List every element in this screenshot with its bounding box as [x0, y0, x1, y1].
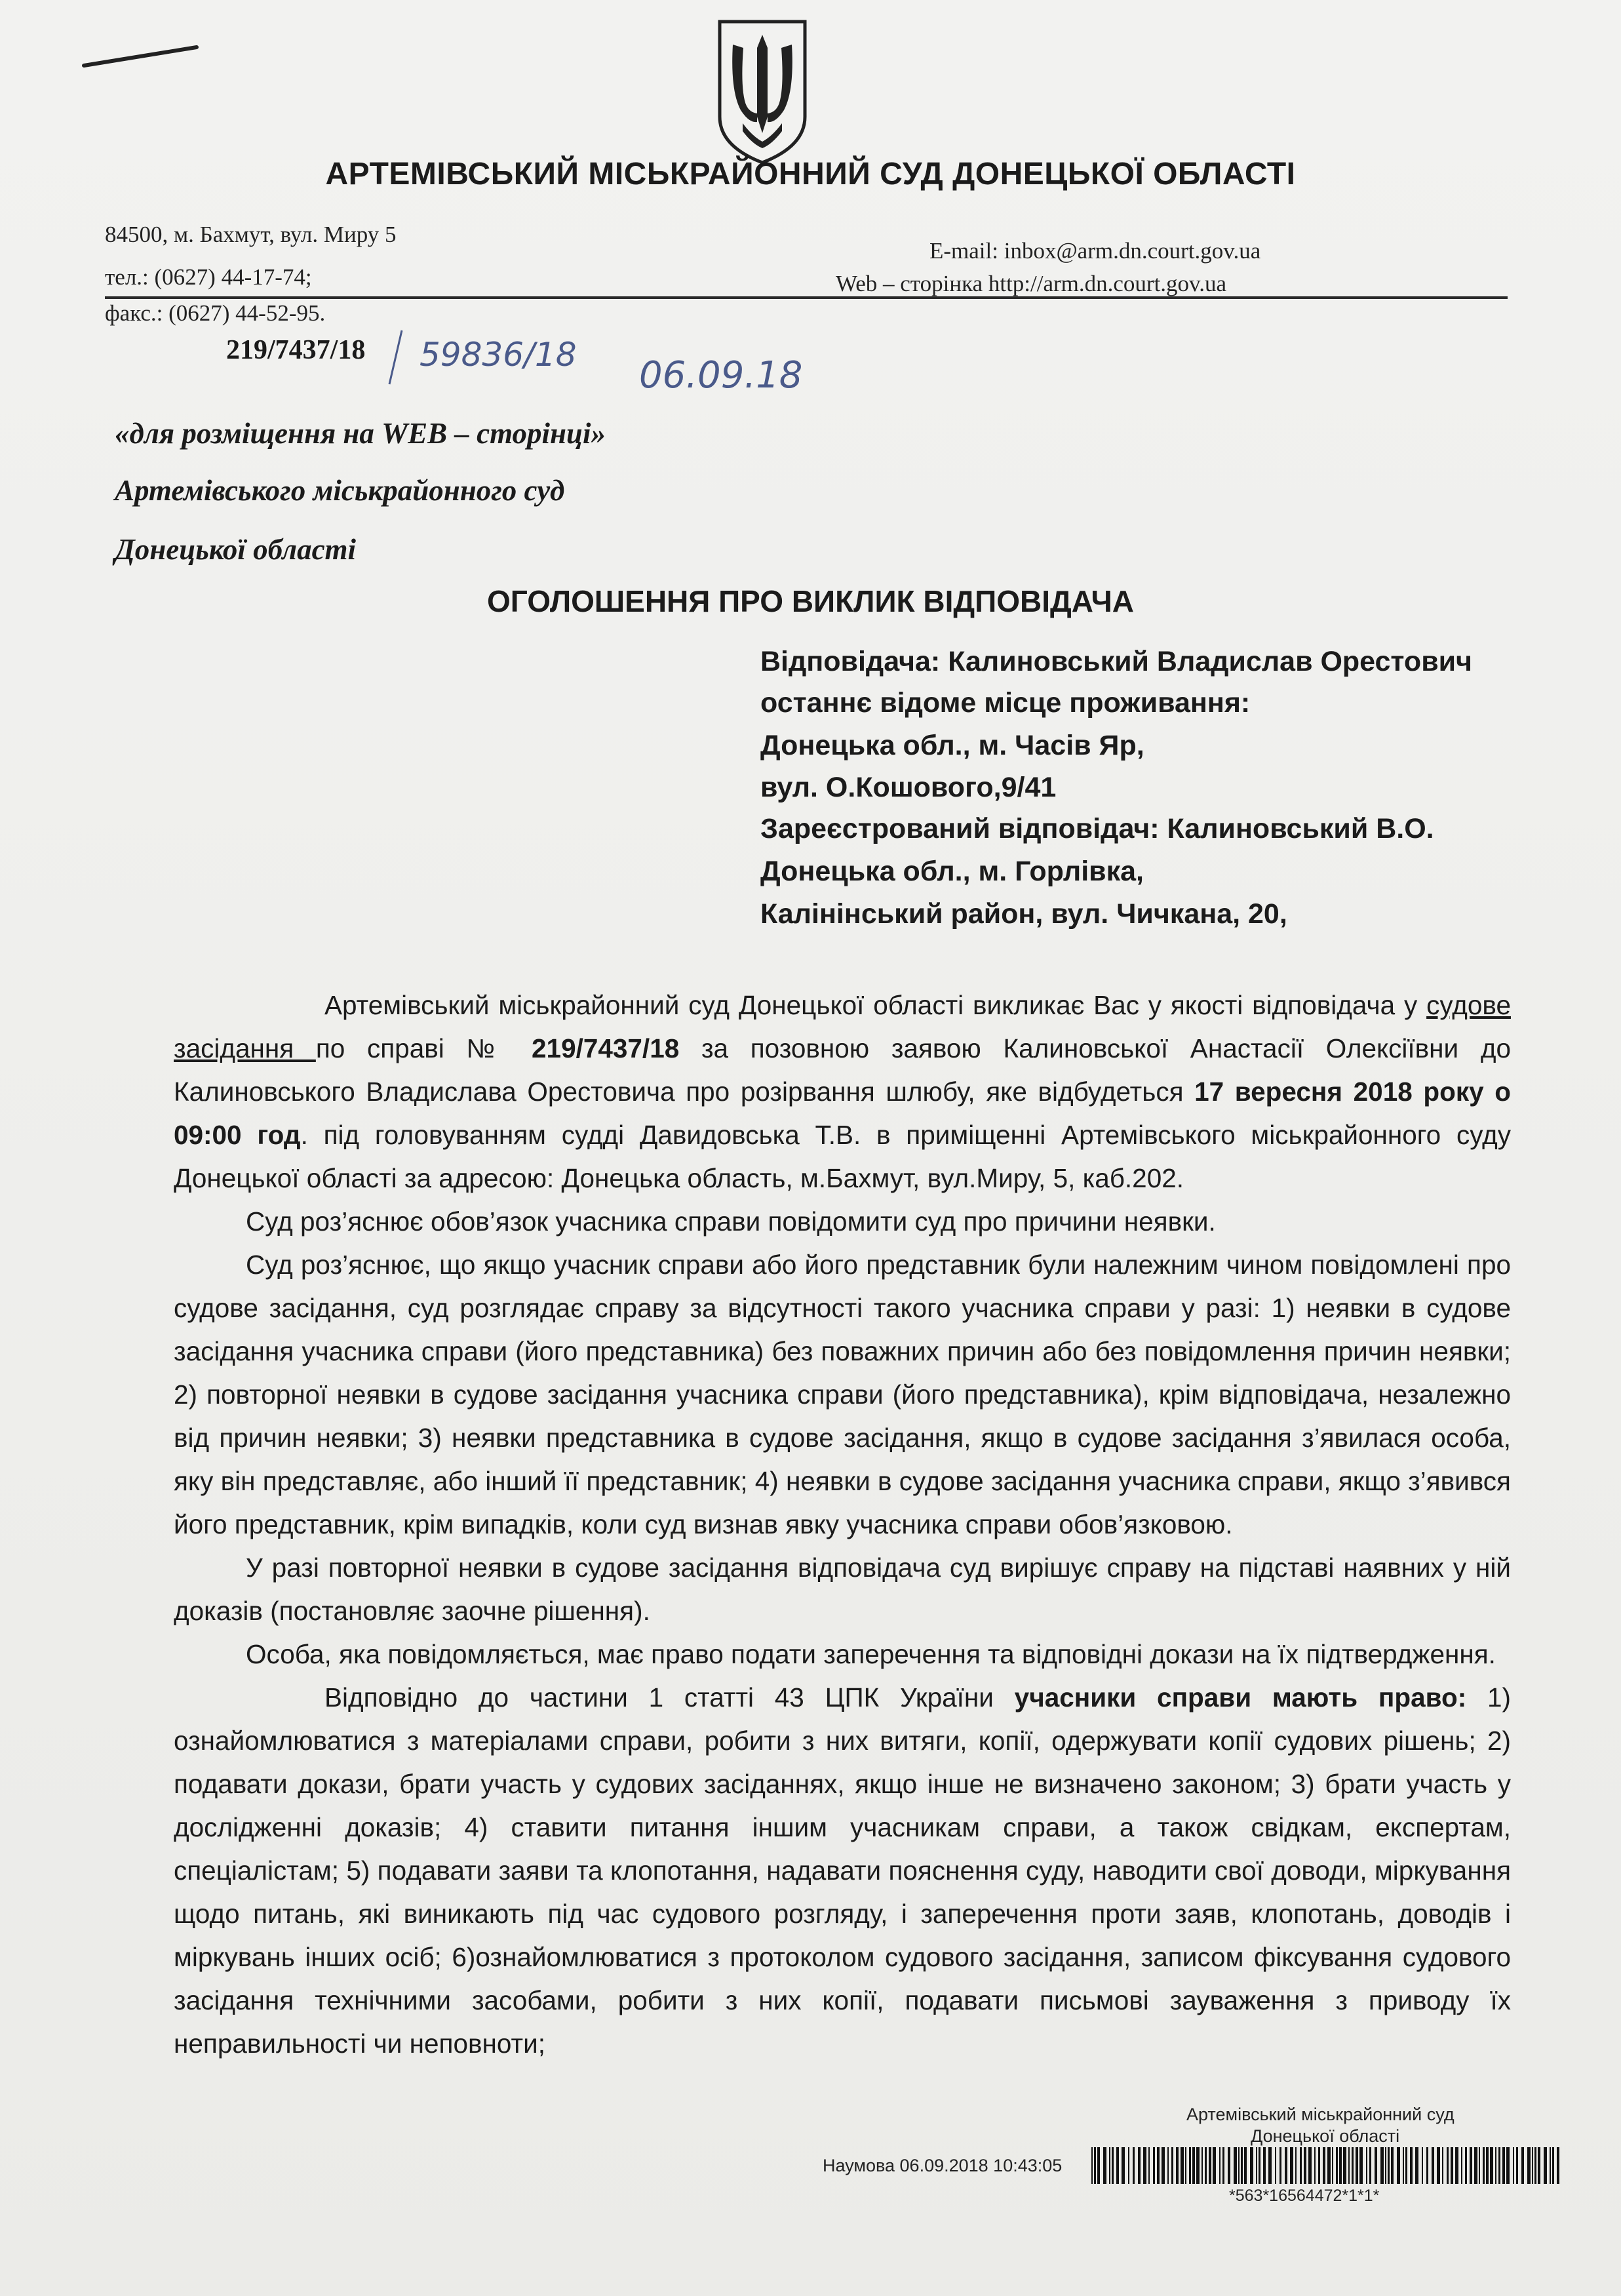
paragraph-summons: Артемівський міськрайонний суд Донецької області викликає Вас у якості відповідача у судове засідання по справі № 219/7437/18 за позовною заявою Калиновської Анастасії Олексіївни до Калиновського Владислава Орестовича про розірвання шлюбу, яке відбудеться 17 вересня 2018 року о 09:00 год. під головуванням судді Давидовська Т.В. в приміщенні Артемівського міськрайонного суду Донецької області за адресою: Донецька область, м.Бахмут, вул.Миру, 5, каб.202.: [174, 990, 1511, 1193]
stamp-clerk-datetime: Наумова 06.09.2018 10:43:05: [823, 2156, 1063, 2175]
hearing-datetime: 17 вересня 2018 року о 09:00 год: [174, 1077, 1511, 1150]
handwritten-number: 59836/18: [420, 336, 577, 374]
court-website: Web – сторінка http://arm.dn.court.gov.ua: [836, 271, 1227, 296]
barcode: [1091, 2147, 1563, 2184]
header-divider: [105, 296, 1508, 299]
web-note-line3: Донецької області: [115, 533, 357, 566]
registered-street: Калінінський район, вул. Чичкана, 20,: [760, 898, 1287, 930]
web-note-line2: Артемівського міськрайонного суд: [115, 474, 565, 507]
respondent-city: Донецька обл., м. Часів Яр,: [760, 730, 1144, 761]
coat-of-arms-icon: [713, 18, 811, 166]
pen-mark: [79, 39, 210, 79]
court-hearing-underlined: судове засідання: [174, 990, 1511, 1063]
paragraph-objection-right: Особа, яка повідомляється, має право подати заперечення та відповідні докази на їх підтвердження.: [246, 1639, 1496, 1669]
court-name: АРТЕМІВСЬКИЙ МІСЬКРАЙОННИЙ СУД ДОНЕЦЬКОЇ ОБЛАСТІ: [325, 157, 1296, 191]
case-reference: 219/7437/18: [226, 335, 366, 365]
barcode-text: *563*16564472*1*1*: [1229, 2187, 1380, 2205]
respondent-residence-label: останнє відоме місце проживання:: [760, 687, 1251, 719]
stamp-court-line2: Донецької області: [1251, 2126, 1400, 2146]
handwritten-date: 06.09.18: [639, 354, 803, 397]
registered-city: Донецька обл., м. Горлівка,: [760, 856, 1144, 887]
web-note-line1: «для розміщення на WEB – сторінці»: [115, 417, 606, 450]
stamp-court-line1: Артемівський міськрайонний суд: [1186, 2105, 1455, 2124]
court-address: 84500, м. Бахмут, вул. Миру 5: [105, 222, 397, 247]
paragraph-participant-rights: Відповідно до частини 1 статті 43 ЦПК України учасники справи мають право: 1) ознайомлюватися з матеріалами справи, робити з них витяги, копії, одержувати копії судових рішень; 2) подавати докази, брати участь у судових засіданнях, якщо інше не визначено законом; 3) брати участь у дослідженні доказів; 4) ставити питання іншим учасникам справи, а також свідкам, експертам, спеціалістам; 5) подавати заяви та клопотання, надавати пояснення суду, наводити свої доводи, міркування щодо питань, які виникають під час судового розгляду, і заперечення проти заяв, клопотань, доводів і міркувань інших осіб; 6)ознайомлюватися з протоколом судового засідання, записом фіксування судового засідання технічними засобами, робити з них копії, подавати письмові зауваження з приводу їх неправильності чи неповноти;: [174, 1682, 1511, 2059]
paragraph-obligation: Суд роз’яснює обов’язок учасника справи повідомити суд про причини неявки.: [246, 1206, 1216, 1237]
notice-body: [174, 983, 1511, 2065]
respondent-street: вул. О.Кошового,9/41: [760, 772, 1057, 803]
court-fax: факс.: (0627) 44-52-95.: [105, 300, 326, 326]
case-number: 219/7437/18: [532, 1033, 680, 1063]
registered-respondent: Зареєстрований відповідач: Калиновський В.О.: [760, 813, 1434, 844]
announcement-title: ОГОЛОШЕННЯ ПРО ВИКЛИК ВІДПОВІДАЧА: [486, 584, 1135, 618]
paragraph-absence-rules: Суд роз’яснює, що якщо учасник справи або його представник були належним чином повідомлені про судове засідання, суд розглядає справу за відсутності такого учасника справи у разі: 1) неявки в судове засідання учасника справи (його представника) без поважних причин або без повідомлення причин неявки; 2) повторної неявки в судове засідання учасника справи (його представника), крім відповідача, незалежно від причин неявки; 3) неявки представника в судове засідання, якщо в судове засідання з’явилася особа, яку він представляє, або інший її представник; 4) неявки в судове засідання учасника справи, якщо з’явився його представник, крім випадків, коли суд визнав явку учасника справи обов’язковою.: [174, 1250, 1511, 1539]
court-phone: тел.: (0627) 44-17-74;: [105, 264, 312, 290]
respondent-name: Відповідача: Калиновський Владислав Орестович: [760, 646, 1473, 677]
court-email: E-mail: inbox@arm.dn.court.gov.ua: [929, 238, 1261, 264]
paragraph-repeat-absence: У разі повторної неявки в судове засідання відповідача суд вирішує справу на підставі наявних у ній доказів (постановляє заочне рішення).: [174, 1553, 1511, 1626]
handwritten-slash: [385, 328, 405, 387]
